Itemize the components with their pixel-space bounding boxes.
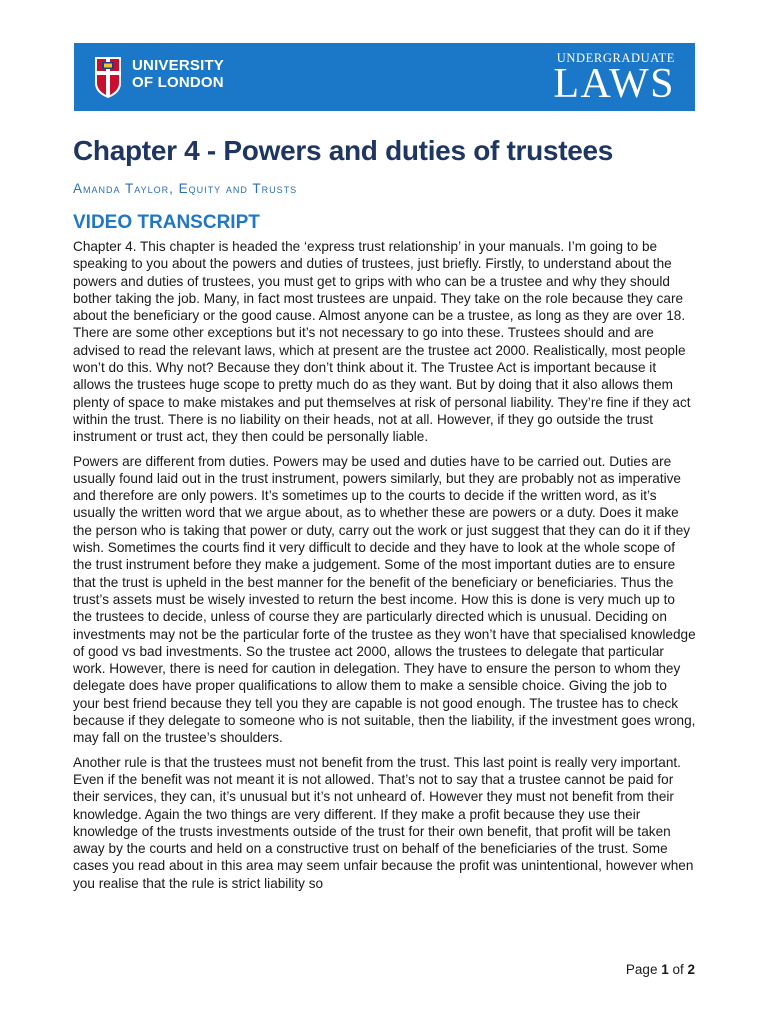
paragraph: Another rule is that the trustees must not benefit from the trust. This last point is really very important. Even if the benefit was not meant it is not allowed. That’s not to say that a trustee cannot be paid for their services, they can, it’s unusual but it’s not unheard of. However they must not benefit from their knowledge. Again the two things are very different. If they make a profit because they use their knowledge of the trusts investments outside of the trust for their own benefit, that profit will be taken away by the courts and held on a constructive trust on behalf of the beneficiaries of the trust. Some cases you read about in this area may seem unfair because the profit was unintentional, however when you realise that the rule is strict liability so bbox=[73, 754, 694, 891]
university-name bbox=[132, 57, 224, 91]
university-name-line2: OF LONDON bbox=[132, 74, 224, 91]
transcript-body bbox=[73, 238, 697, 899]
page-of: of bbox=[668, 962, 688, 977]
paragraph: Powers are different from duties. Powers may be used and duties have to be carried out. Duties are usually found laid out in the trust instrument, powers similarly, but they are probably not as imperative and therefore are only powers. It’s sometimes up to the courts to decide if the written word, as it’s usually the written word that we argue about, as to whether these are powers or a duty. Does it make the person who is taking that power or duty, carry out the work or just suggest that they can do it if they wish. Sometimes the courts find it very difficult to decide and they have to look at the whole scope of the trust instrument before they make a judgement. Some of the most important duties are to ensure that the trust is upheld in the best manner for the benefit of the beneficiary or beneficiaries. Thus the trust’s assets must be wisely invested to return the best income. How this is done is very much up to the trustees to decide, unless of course they are particularly directed which is unusual. Deciding on investments may not be the particular forte of the trustee as they won’t have that specialised knowledge of good vs bad investments. So the trustee act 2000, allows the trustees to delegate that particular work. However, there is need for caution in delegation. They have to ensure the person to whom they delegate does have proper qualifications to allow them to make a sensible choice. Giving the job to your best friend because they tell you they are capable is not good enough. The trustee has to check because if they delegate to someone who is not suitable, then the liability, if the investment goes wrong, may fall on the trustee’s shoulders. bbox=[73, 453, 696, 746]
program-title: LAWS bbox=[553, 61, 675, 107]
university-crest-icon bbox=[93, 53, 123, 99]
section-heading: VIDEO TRANSCRIPT bbox=[73, 212, 260, 233]
university-name-line1: UNIVERSITY bbox=[132, 57, 225, 74]
program-label: UNDERGRADUATE bbox=[556, 51, 675, 65]
page-current: 1 bbox=[661, 962, 669, 977]
page-total: 2 bbox=[687, 962, 695, 977]
page-number bbox=[626, 962, 695, 977]
header-banner bbox=[74, 43, 695, 111]
page-prefix: Page bbox=[625, 962, 662, 977]
page-title: Chapter 4 - Powers and duties of trustees bbox=[73, 135, 614, 166]
author-line: Amanda Taylor, Equity and Trusts bbox=[73, 181, 298, 196]
paragraph: Chapter 4. This chapter is headed the ‘express trust relationship’ in your manuals. I’m going to be speaking to you about the powers and duties of trustees, just briefly. Firstly, to understand about the powers and duties of trustees, you must get to grips with who can be a trustee and why they should bother taking the job. Many, in fact most trustees are unpaid. They take on the role because they care about the beneficiary or the good cause. Almost anyone can be a trustee, as long as they are over 18. There are some other exceptions but it’s not necessary to go into these. Trustees should and are advised to read the relevant laws, which at present are the trustee act 2000. Realistically, most people won’t do this. Why not? Because they don’t think about it. The Trustee Act is important because it allows the trustees huge scope to pretty much do as they want. But by doing that it also allows them plenty of space to make mistakes and put themselves at risk of personal liability. They’re fine if they act within the trust. There is no liability on their heads, not at all. However, if they go outside the trust instrument or trust act, they then could be personally liable. bbox=[73, 239, 691, 445]
